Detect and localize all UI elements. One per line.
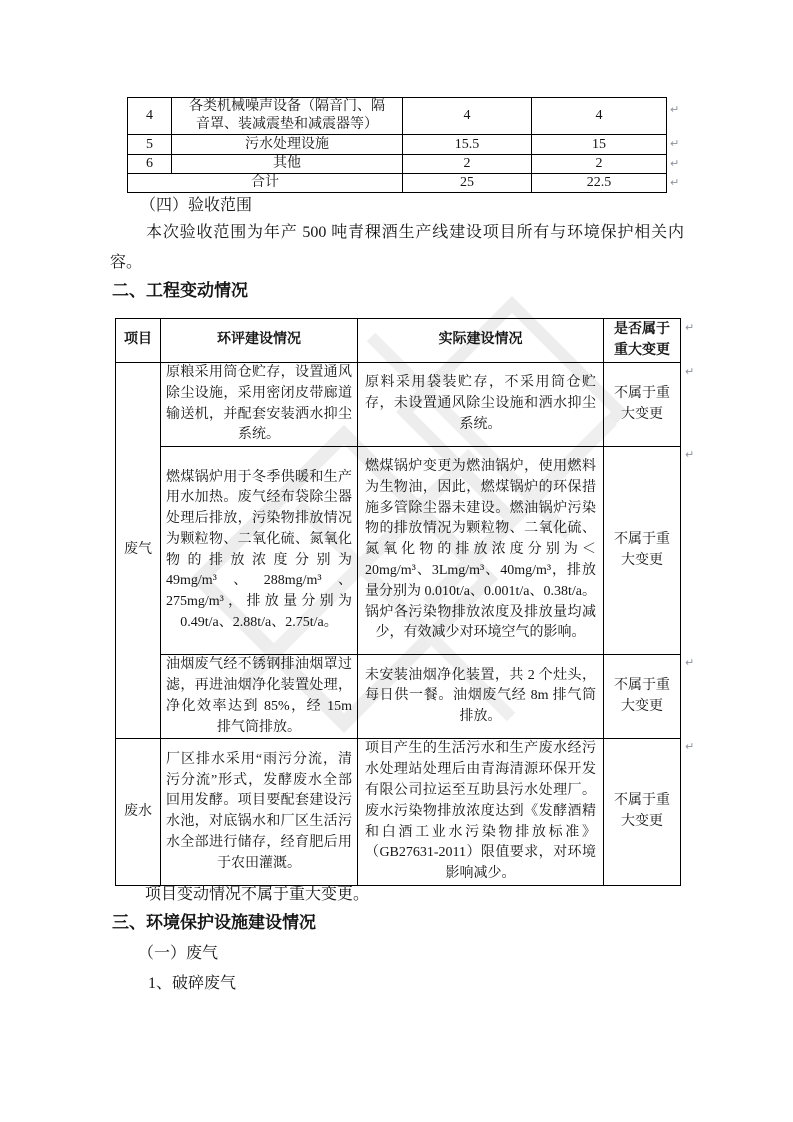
header-actual: 实际建设情况 bbox=[358, 319, 604, 363]
paragraph-mark-icon: ↵ bbox=[685, 321, 695, 334]
table-row bbox=[116, 655, 681, 739]
table-row bbox=[116, 447, 681, 655]
section-3-item-1: 1、破碎废气 bbox=[148, 975, 237, 992]
table-header-row bbox=[116, 319, 681, 363]
actual-value: 4 bbox=[532, 98, 667, 135]
row-number: 6 bbox=[128, 155, 172, 174]
equipment-investment-table bbox=[127, 97, 667, 193]
actual-cell: 项目产生的生活污水和生产废水经污水处理站处理后由青海清源环保开发有限公司拉运至互助县污水处理厂。废水污染物排放浓度达到《发酵酒精和白酒工业水污染物排放标准》（GB27631-2011）限值要求，对环境影响减少。 bbox=[358, 739, 604, 886]
table-row bbox=[128, 135, 667, 155]
section-3-heading: 三、环境保护设施建设情况 bbox=[112, 913, 316, 932]
paragraph-mark-icon: ↵ bbox=[670, 157, 680, 170]
row-number: 4 bbox=[128, 98, 172, 135]
change-conclusion: 项目变动情况不属于重大变更。 bbox=[145, 886, 370, 903]
header-item: 项目 bbox=[116, 319, 161, 363]
device-name: 其他 bbox=[172, 155, 403, 174]
paragraph-mark-icon: ↵ bbox=[685, 448, 695, 461]
paragraph-mark-icon: ↵ bbox=[670, 137, 680, 150]
paragraph-mark-icon: ↵ bbox=[685, 365, 695, 378]
eia-total: 25 bbox=[403, 174, 532, 193]
item-label-waste-water: 废水 bbox=[116, 739, 161, 886]
eia-value: 2 bbox=[403, 155, 532, 174]
eia-cell: 油烟废气经不锈钢排油烟罩过滤，再进油烟净化装置处理，净化效率达到 85%，经 15m 排气筒排放。 bbox=[161, 655, 358, 739]
eia-cell: 厂区排水采用“雨污分流，清污分流”形式，发酵废水全部回用发酵。项目要配套建设污水池，对底锅水和厂区生活污水全部进行储存，经育肥后用于农田灌溉。 bbox=[161, 739, 358, 886]
table-row bbox=[128, 98, 667, 135]
device-name: 各类机械噪声设备（隔音门、隔音罩、装减震垫和减震器等） bbox=[172, 98, 403, 135]
major-change-cell: 不属于重大变更 bbox=[604, 363, 681, 447]
major-change-cell: 不属于重大变更 bbox=[604, 447, 681, 655]
header-eia: 环评建设情况 bbox=[161, 319, 358, 363]
actual-value: 15 bbox=[532, 135, 667, 155]
table-total-row bbox=[128, 174, 667, 193]
actual-value: 2 bbox=[532, 155, 667, 174]
device-name: 污水处理设施 bbox=[172, 135, 403, 155]
actual-cell: 未安装油烟净化装置，共 2 个灶头，每日供一餐。油烟废气经 8m 排气筒排放。 bbox=[358, 655, 604, 739]
paragraph-mark-icon: ↵ bbox=[670, 176, 680, 189]
paragraph-mark-icon: ↵ bbox=[670, 103, 680, 116]
eia-value: 4 bbox=[403, 98, 532, 135]
paragraph-mark-icon: ↵ bbox=[685, 656, 695, 669]
project-change-table bbox=[115, 318, 681, 886]
actual-total: 22.5 bbox=[532, 174, 667, 193]
eia-value: 15.5 bbox=[403, 135, 532, 155]
major-change-cell: 不属于重大变更 bbox=[604, 739, 681, 886]
section-2-heading: 二、工程变动情况 bbox=[112, 281, 248, 300]
item-label-waste-gas: 废气 bbox=[116, 363, 161, 739]
eia-cell: 燃煤锅炉用于冬季供暖和生产用水加热。废气经布袋除尘器处理后排放，污染物排放情况为颗粒物、二氧化硫、氮氧化物的排放浓度分别为 49mg/m³、288mg/m³、275mg/m³，排放量分别为 0.49t/a、2.88t/a、2.75t/a。 bbox=[161, 447, 358, 655]
section-3-sub-heading: （一）废气 bbox=[138, 945, 219, 962]
actual-cell: 原料采用袋装贮存，不采用筒仓贮存，未设置通风除尘设施和洒水抑尘系统。 bbox=[358, 363, 604, 447]
eia-cell: 原粮采用筒仓贮存，设置通风除尘设施，采用密闭皮带廊道输送机，并配套安装洒水抑尘系统。 bbox=[161, 363, 358, 447]
row-number: 5 bbox=[128, 135, 172, 155]
major-change-cell: 不属于重大变更 bbox=[604, 655, 681, 739]
paragraph-mark-icon: ↵ bbox=[685, 740, 695, 753]
total-label: 合计 bbox=[128, 174, 403, 193]
actual-cell: 燃煤锅炉变更为燃油锅炉，使用燃料为生物油，因此，燃煤锅炉的环保措施多管除尘器未建设。燃油锅炉污染物的排放情况为颗粒物、二氧化硫、氮氧化物的排放浓度分别为＜20mg/m³、3Lmg/m³、40mg/m³，排放量分别为 0.010t/a、0.001t/a、0.38t/a。锅炉各污染物排放浓度及排放量均减少，有效减少对环境空气的影响。 bbox=[358, 447, 604, 655]
header-major-change: 是否属于重大变更 bbox=[604, 319, 681, 363]
table-row bbox=[128, 155, 667, 174]
table-row bbox=[116, 739, 681, 886]
acceptance-scope-paragraph: 本次验收范围为年产 500 吨青稞酒生产线建设项目所有与环境保护相关内容。 bbox=[110, 224, 684, 271]
table-row bbox=[116, 363, 681, 447]
section-4-heading: （四）验收范围 bbox=[140, 197, 253, 214]
